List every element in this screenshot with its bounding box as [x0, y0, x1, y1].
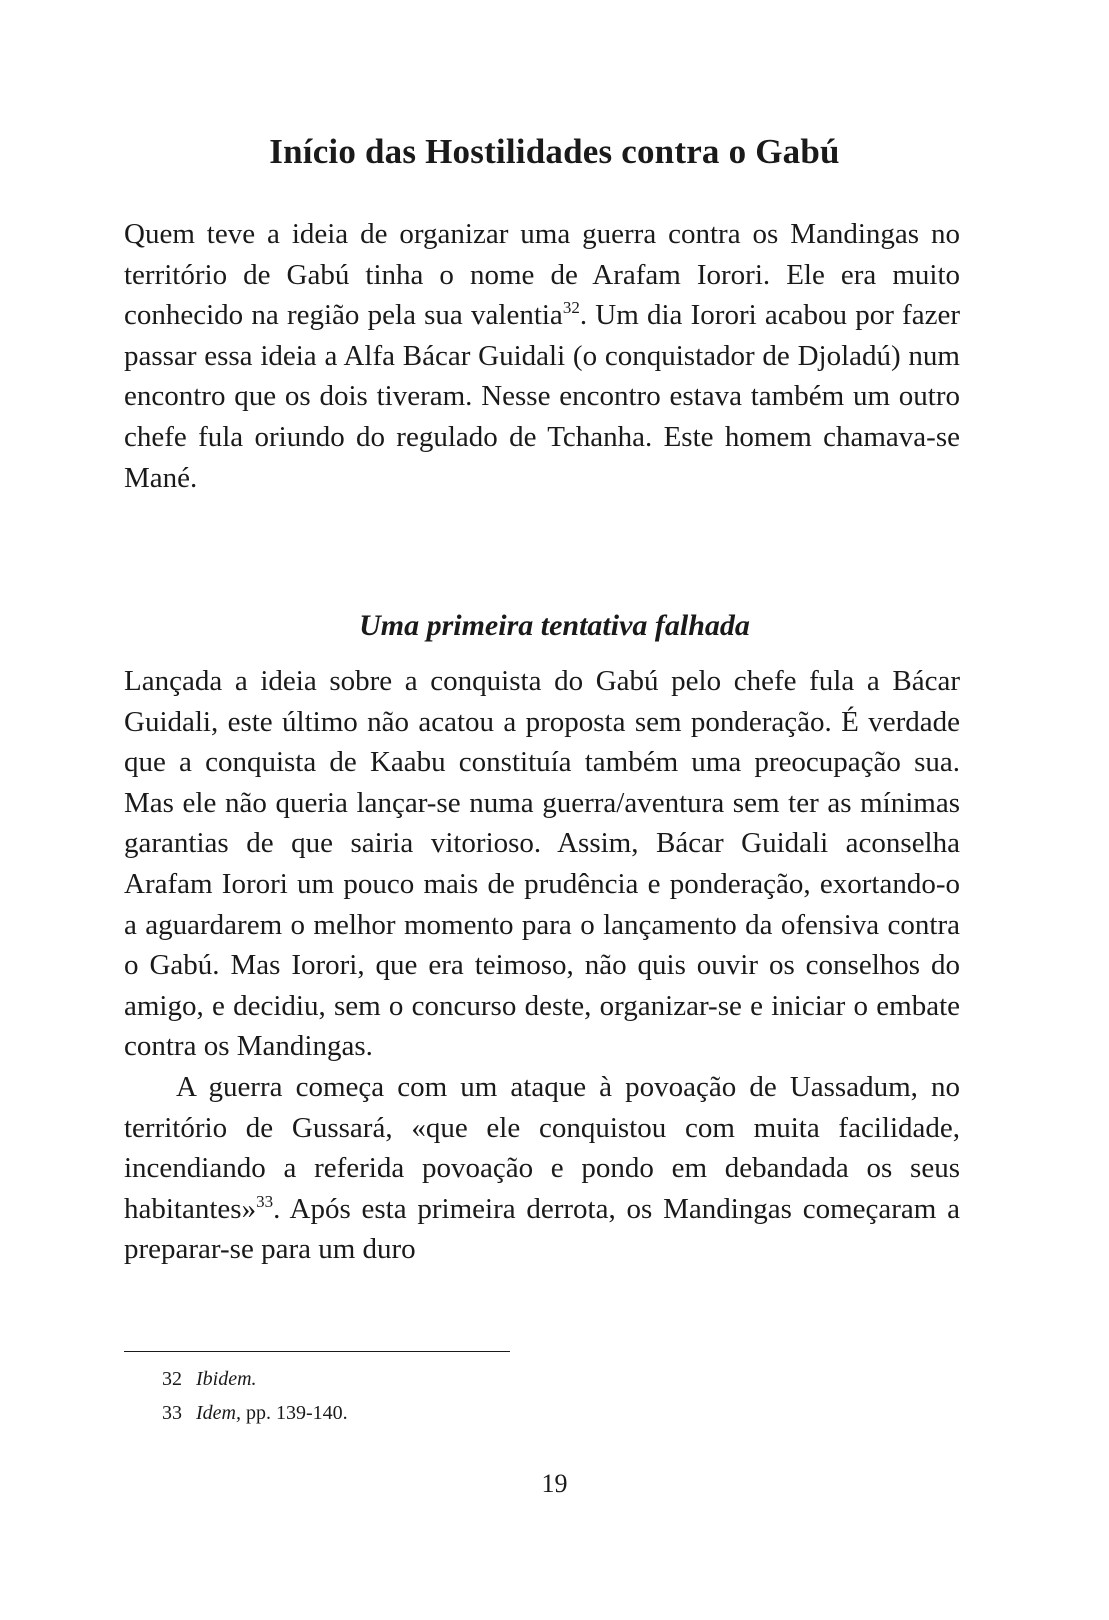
chapter-heading: Início das Hostilidades contra o Gabú — [269, 132, 840, 171]
section-subheading: Uma primeira tentativa falhada — [359, 609, 750, 642]
footnote-text — [196, 1402, 348, 1424]
footnote-divider — [124, 1351, 510, 1352]
paragraph-2-text: A guerra começa com um ataque à povoação de Uassadum, no território de Gussará, «que ele conquistou com muita facilidade, incendiando a referida povoação e pondo em debandada os seus habitantes» — [124, 1070, 960, 1225]
section-paragraph-2 — [124, 1067, 960, 1270]
footnote-number: 32 — [162, 1368, 182, 1390]
intro-text: Quem teve a ideia de organizar uma guerra contra os Mandingas no território de Gabú tinha o nome de Arafam Iorori. Ele era muito conhecido na região pela sua valentia — [124, 218, 960, 332]
footnote-ref-32[interactable]: 32 — [562, 298, 580, 318]
section-paragraph-1: Lançada a ideia sobre a conquista do Gabú pelo chefe fula a Bácar Guidali, este último não acatou a proposta sem ponderação. É verdade que a conquista de Kaabu constituía também uma preocupação sua. Mas ele não queria lançar-se numa guerra/aventura sem ter as mínimas garantias de que sairia vitorioso. Assim, Bácar Guidali aconselha Arafam Iorori um pouco mais de prudência e ponderação, exortando-o a aguardarem o melhor momento para o lançamento da ofensiva contra o Gabú. Mas Iorori, que era teimoso, não quis ouvir os conselhos do amigo, e decidiu, sem o concurso deste, organizar-se e iniciar o embate contra os Mandingas. — [124, 665, 960, 1063]
paragraph-2-text-continued: . Após esta primeira derrota, os Mandingas começaram a preparar-se para um duro — [124, 1192, 960, 1266]
footnote-citation: Ibidem. — [196, 1368, 257, 1390]
intro-text-continued: . Um dia Iorori acabou por fazer passar essa ideia a Alfa Bácar Guidali (o conquistador de Djoladú) num encontro que os dois tiveram. Nesse encontro estava também um outro chefe fula oriundo do regulado de Tchanha. Este homem chamava-se Mané. — [124, 299, 960, 494]
footnote-suffix: pp. 139-140. — [240, 1402, 348, 1424]
footnote-number: 33 — [162, 1402, 182, 1424]
footnote-text — [196, 1368, 257, 1390]
page-number: 19 — [541, 1469, 568, 1498]
footnote-citation: Idem, — [196, 1402, 241, 1424]
footnote-ref-33[interactable]: 33 — [256, 1191, 274, 1211]
section-body — [124, 661, 960, 1270]
footnote-32 — [162, 1362, 348, 1396]
footnotes — [162, 1362, 348, 1430]
footnote-33 — [162, 1396, 348, 1430]
intro-paragraph — [124, 214, 960, 498]
